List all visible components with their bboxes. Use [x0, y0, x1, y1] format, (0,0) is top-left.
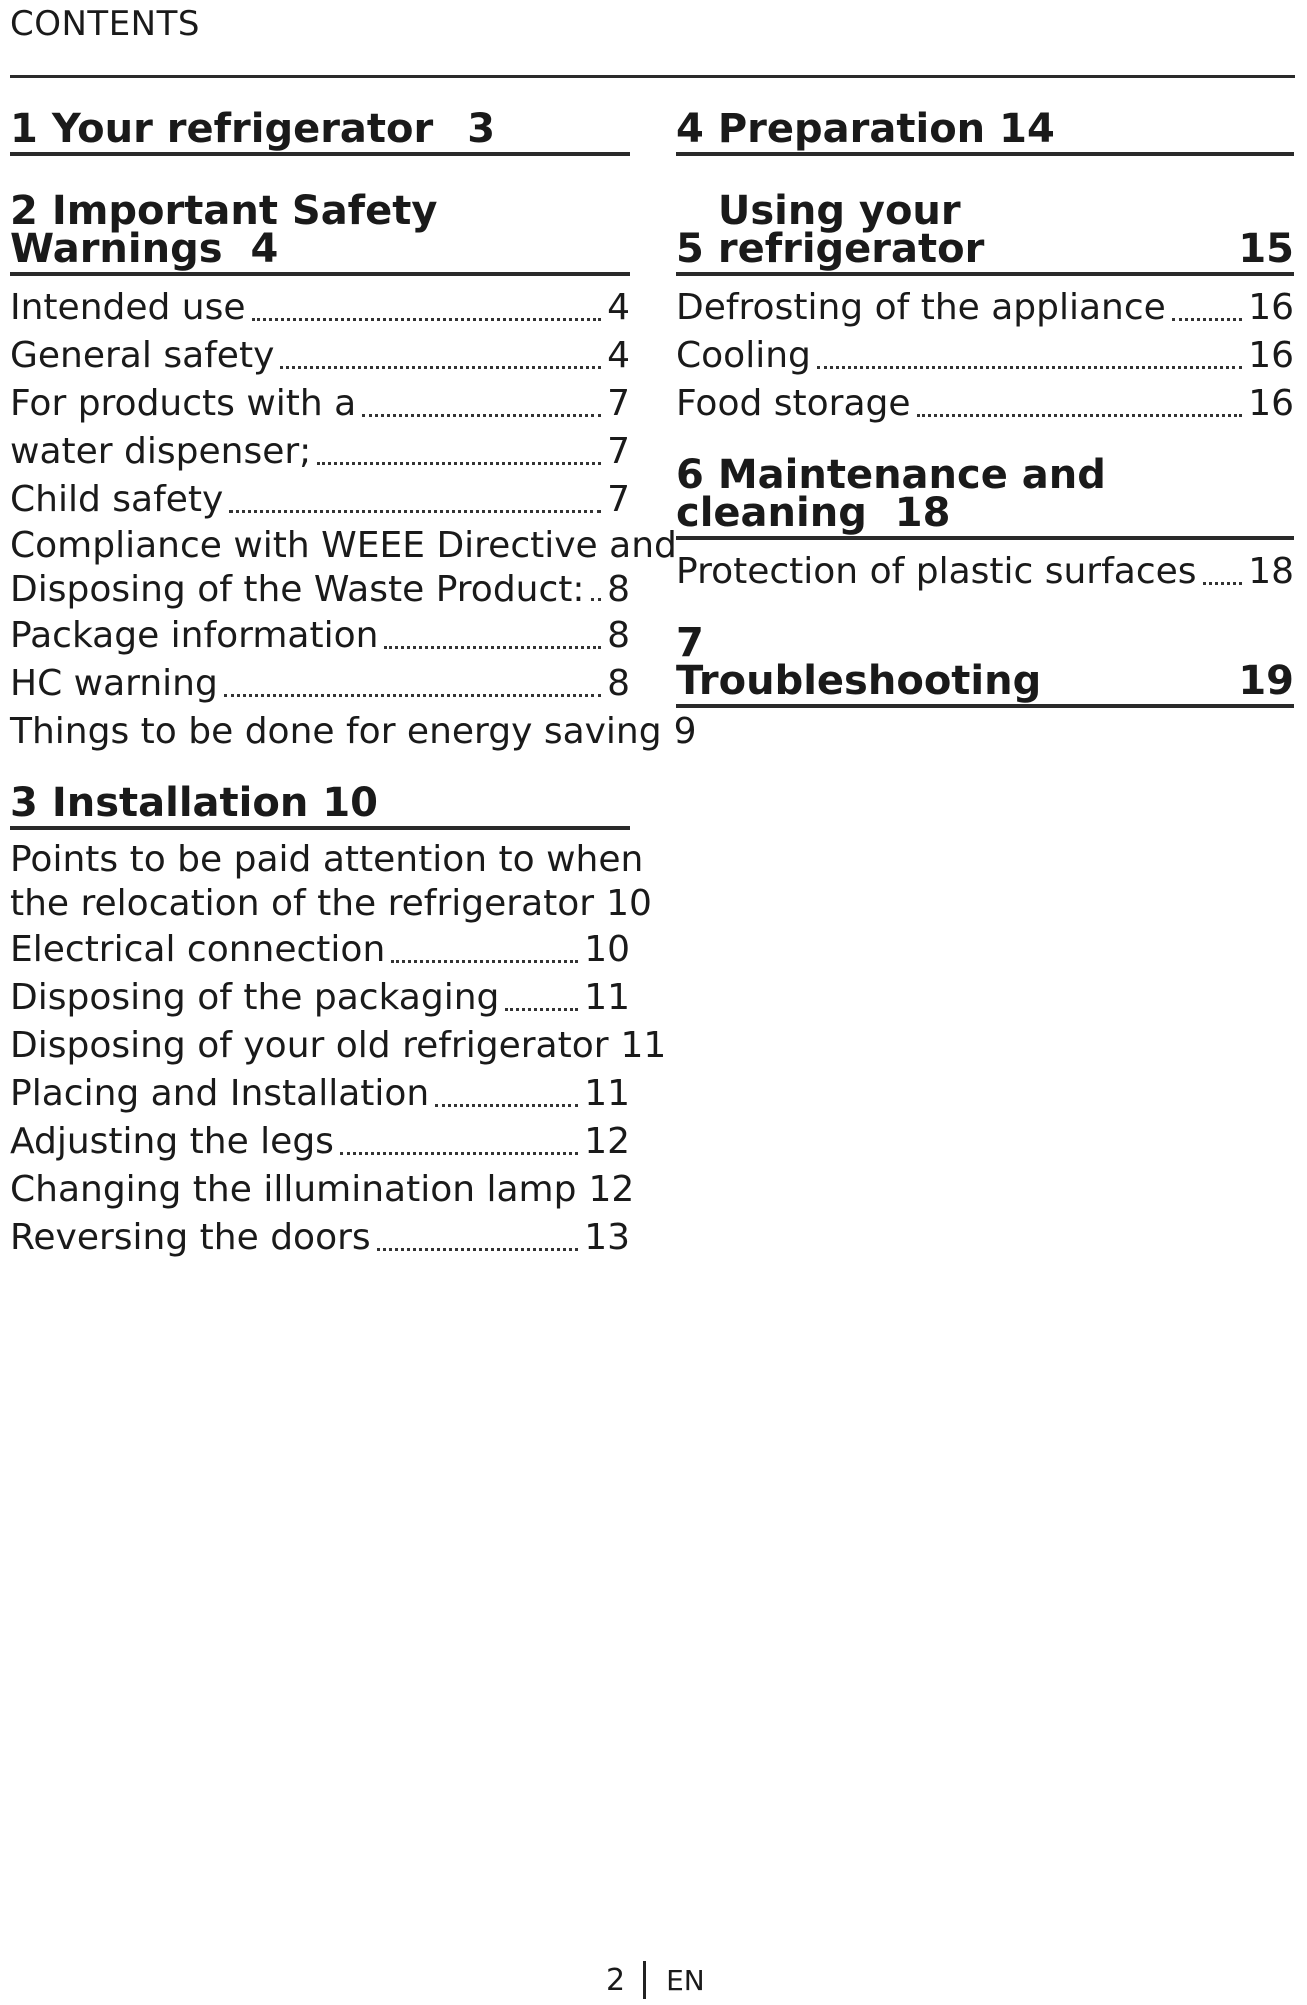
entry-page: 7: [607, 431, 630, 472]
dot-leader: [224, 694, 601, 697]
section-title: Installation: [51, 780, 309, 826]
entry-label: Child safety: [10, 479, 224, 520]
toc-entry[interactable]: [10, 428, 630, 476]
dot-leader: [280, 366, 601, 369]
dot-leader: [505, 1008, 578, 1011]
entry-page: 8: [607, 615, 630, 656]
section-number: 4: [676, 106, 704, 152]
toc-entry[interactable]: [10, 380, 630, 428]
section-title-line2: cleaning: [676, 490, 867, 536]
toc-entry[interactable]: [10, 332, 630, 380]
entry-page: 10: [606, 883, 652, 924]
entry-label: Food storage: [676, 383, 911, 424]
page-header: [10, 0, 1295, 78]
entry-page: 8: [607, 569, 630, 610]
section-number: 6: [676, 452, 704, 498]
entry-label: Cooling: [676, 335, 811, 376]
toc-entry[interactable]: [676, 284, 1294, 332]
entry-label: For products with a: [10, 383, 357, 424]
dot-leader: [817, 366, 1242, 369]
entry-label: Adjusting the legs: [10, 1121, 334, 1162]
toc-entry[interactable]: [676, 548, 1294, 596]
toc-section-6[interactable]: [676, 452, 1294, 540]
entry-label: Changing the illumination lamp: [10, 1169, 577, 1210]
section-number: 2: [10, 188, 38, 234]
entry-page: 9: [673, 711, 697, 752]
toc-section-7[interactable]: [676, 620, 1294, 708]
toc-entry[interactable]: [10, 974, 630, 1022]
dot-leader: [591, 598, 602, 601]
toc-entry[interactable]: [10, 1166, 635, 1214]
section-page: 4: [250, 226, 279, 272]
dot-leader: [917, 414, 1243, 417]
entry-label-line1: Points to be paid attention to when: [10, 839, 644, 880]
contents-title: CONTENTS: [10, 4, 200, 44]
entry-label-line1: Compliance with WEEE Directive and: [10, 525, 677, 566]
entry-label: Intended use: [10, 287, 246, 328]
toc-left-column: [10, 106, 697, 1262]
section-page: 15: [1238, 226, 1294, 272]
section-title: Your refrigerator: [51, 106, 434, 152]
entry-label: Disposing of the packaging: [10, 977, 500, 1018]
entry-page: 12: [588, 1169, 635, 1210]
toc-entry[interactable]: [10, 838, 652, 926]
entry-page: 16: [1248, 383, 1294, 424]
toc-entry[interactable]: [10, 660, 630, 708]
entry-label: General safety: [10, 335, 275, 376]
toc-section-4[interactable]: [676, 106, 1294, 156]
entry-label: Reversing the doors: [10, 1217, 371, 1258]
toc-section-1[interactable]: [10, 106, 630, 156]
entry-page: 11: [620, 1025, 667, 1066]
section-title-line1: Maintenance and: [717, 452, 1106, 498]
dot-leader: [229, 510, 601, 513]
toc-entry[interactable]: [10, 1022, 667, 1070]
entry-label: Protection of plastic surfaces: [676, 551, 1197, 592]
dot-leader: [252, 318, 602, 321]
entry-label-line2: Disposing of the Waste Product:: [10, 569, 585, 610]
entry-page: 4: [607, 335, 630, 376]
entry-label: Things to be done for energy saving: [10, 711, 662, 752]
entry-label: Placing and Installation: [10, 1073, 430, 1114]
toc-entry[interactable]: [10, 708, 697, 756]
dot-leader: [340, 1152, 578, 1155]
section-number: 7: [676, 620, 704, 666]
section-page: 18: [894, 490, 951, 536]
entry-page: 11: [584, 1073, 630, 1114]
toc-right-column: [676, 106, 1294, 716]
section-number: 5: [676, 226, 704, 272]
section-page: 10: [322, 780, 378, 826]
section-number: 1: [10, 106, 38, 152]
toc-entry[interactable]: [10, 926, 630, 974]
dot-leader: [391, 960, 578, 963]
entry-page: 16: [1248, 335, 1294, 376]
toc-entry[interactable]: [10, 1214, 630, 1262]
entry-page: 16: [1248, 287, 1294, 328]
entry-label: Package information: [10, 615, 379, 656]
section-title: Troubleshooting: [676, 658, 1042, 704]
toc-entry[interactable]: [10, 612, 630, 660]
entry-page: 18: [1248, 551, 1294, 592]
page-footer: [606, 1960, 705, 2000]
dot-leader: [377, 1248, 579, 1251]
section-page: 19: [1238, 658, 1294, 704]
dot-leader: [362, 414, 601, 417]
dot-leader: [435, 1104, 578, 1107]
dot-leader: [1172, 318, 1242, 321]
entry-page: 12: [584, 1121, 630, 1162]
dot-leader: [1203, 582, 1243, 585]
entry-label-line2: the relocation of the refrigerator: [10, 883, 595, 924]
dot-leader: [384, 646, 601, 649]
section-page: 14: [999, 106, 1055, 152]
toc-section-2[interactable]: [10, 188, 630, 276]
entry-label: Electrical connection: [10, 929, 386, 970]
section-title: Preparation: [717, 106, 986, 152]
section-title: Using your refrigerator: [717, 188, 985, 272]
section-page: 3: [467, 106, 496, 152]
entry-label: Disposing of your old refrigerator: [10, 1025, 609, 1066]
entry-label: Defrosting of the appliance: [676, 287, 1166, 328]
entry-page: 10: [584, 929, 630, 970]
entry-page: 13: [584, 1217, 630, 1258]
language-code: EN: [666, 1963, 705, 1997]
toc-entry[interactable]: [10, 1070, 630, 1118]
toc-entry[interactable]: [676, 380, 1294, 428]
entry-label: water dispenser;: [10, 431, 312, 472]
entry-page: 7: [607, 383, 630, 424]
toc-entry[interactable]: [10, 1118, 630, 1166]
dot-leader: [317, 462, 601, 465]
section-title-line1: Important Safety: [51, 188, 438, 234]
toc-entry[interactable]: [10, 476, 630, 524]
section-number: 3: [10, 780, 38, 826]
section-title-line2: Warnings: [10, 226, 223, 272]
footer-divider: [643, 1961, 646, 1999]
toc-section-3[interactable]: [10, 780, 630, 830]
toc-entry[interactable]: [676, 332, 1294, 380]
entry-page: 4: [607, 287, 630, 328]
toc-entry[interactable]: [10, 524, 677, 612]
entry-page: 8: [607, 663, 630, 704]
toc-section-5[interactable]: [676, 188, 1294, 276]
page-number: 2: [606, 1962, 626, 1998]
toc-entry[interactable]: [10, 284, 630, 332]
entry-page: 7: [607, 479, 630, 520]
entry-label: HC warning: [10, 663, 218, 704]
entry-page: 11: [584, 977, 630, 1018]
